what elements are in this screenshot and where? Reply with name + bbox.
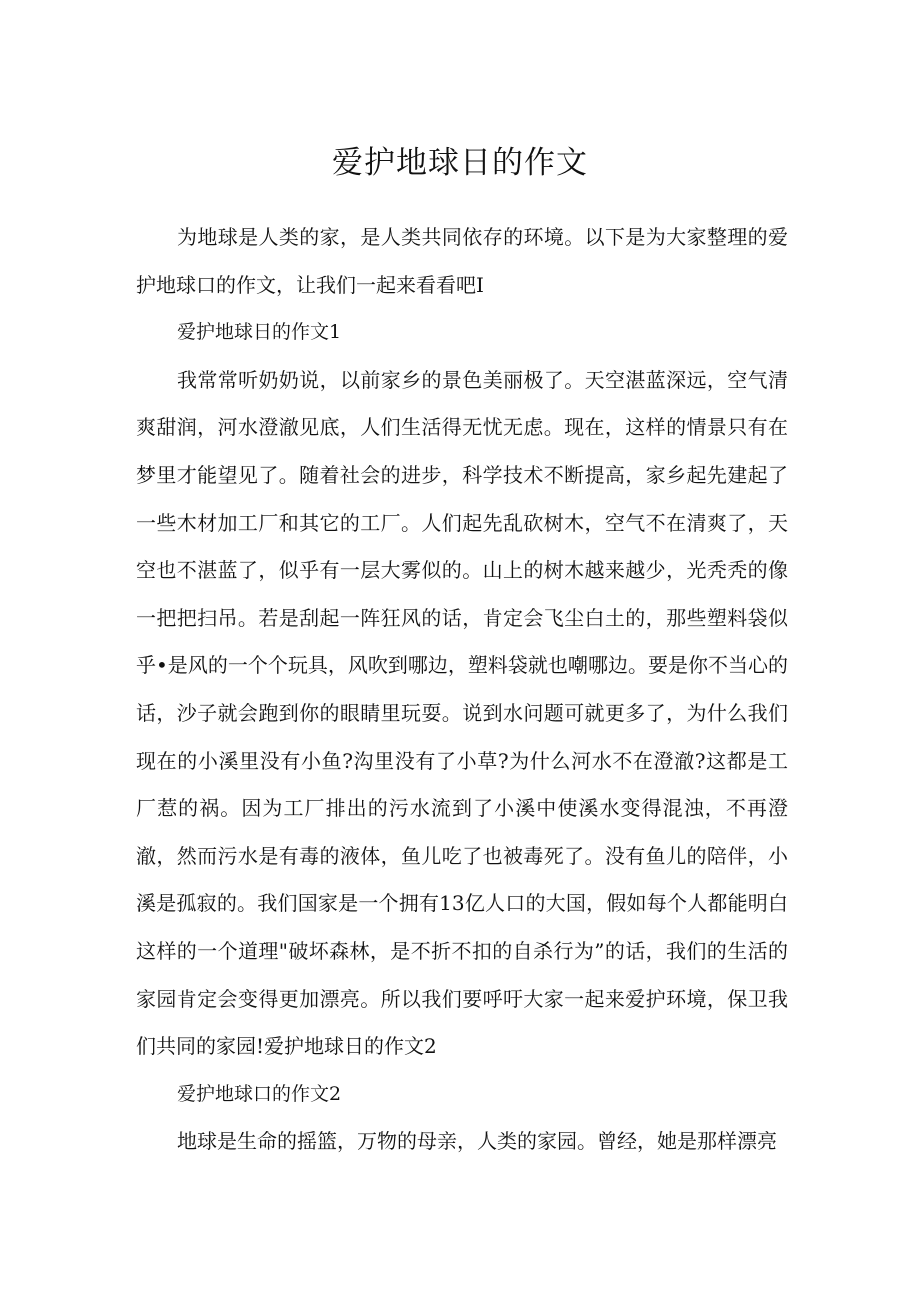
section-heading-1: 爱护地球日的作文1: [177, 321, 342, 344]
intro-paragraph: 为地球是人类的家，是人类共同依存的环境。以下是为大家整理的爱护地球口的作文，让我们一起来看看吧I: [136, 225, 788, 297]
document-body: [136, 214, 788, 1166]
document-title: 爱护地球日的作文: [332, 145, 588, 181]
section-heading-2: 爱护地球口的作文2: [177, 1082, 342, 1105]
section-1-paragraph: 我常常听奶奶说，以前家乡的景色美丽极了。天空湛蓝深远，空气清爽甜润，河水澄澈见底，人们生活得无忧无虑。现在，这样的情景只有在梦里才能望见了。随着社会的进步，科学技术不断提高，家乡起先建起了一些木材加工厂和其它的工厂。人们起先乱砍树木，空气不在清爽了，天空也不湛蓝了，似乎有一层大雾似的。山上的树木越来越少，光秃秃的像一把把扫吊。若是刮起一阵狂风的话，肯定会飞尘白土的，那些塑料袋似乎•是风的一个个玩具，风吹到哪边，塑料袋就也嘲哪边。要是你不当心的话，沙子就会跑到你的眼睛里玩耍。说到水问题可就更多了，为什么我们现在的小溪里没有小鱼?沟里没有了小草?为什么河水不在澄澈?这都是工厂惹的祸。因为工厂排出的污水流到了小溪中使溪水变得混浊，不再澄澈，然而污水是有毒的液体，鱼儿吃了也被毒死了。没有鱼儿的陪伴，小溪是孤寂的。我们国家是一个拥有13亿人口的大国，假如每个人都能明白这样的一个道理"破坏森林，是不折不扣的自杀行为”的话，我们的生活的家园肯定会变得更加漂亮。所以我们要呼吁大家一起来爱护环境，保卫我们共同的家园!爱护地球日的作文2: [136, 367, 788, 1059]
section-2-paragraph: 地球是生命的摇篮，万物的母亲，人类的家园。曾经，她是那样漂亮: [177, 1129, 777, 1154]
